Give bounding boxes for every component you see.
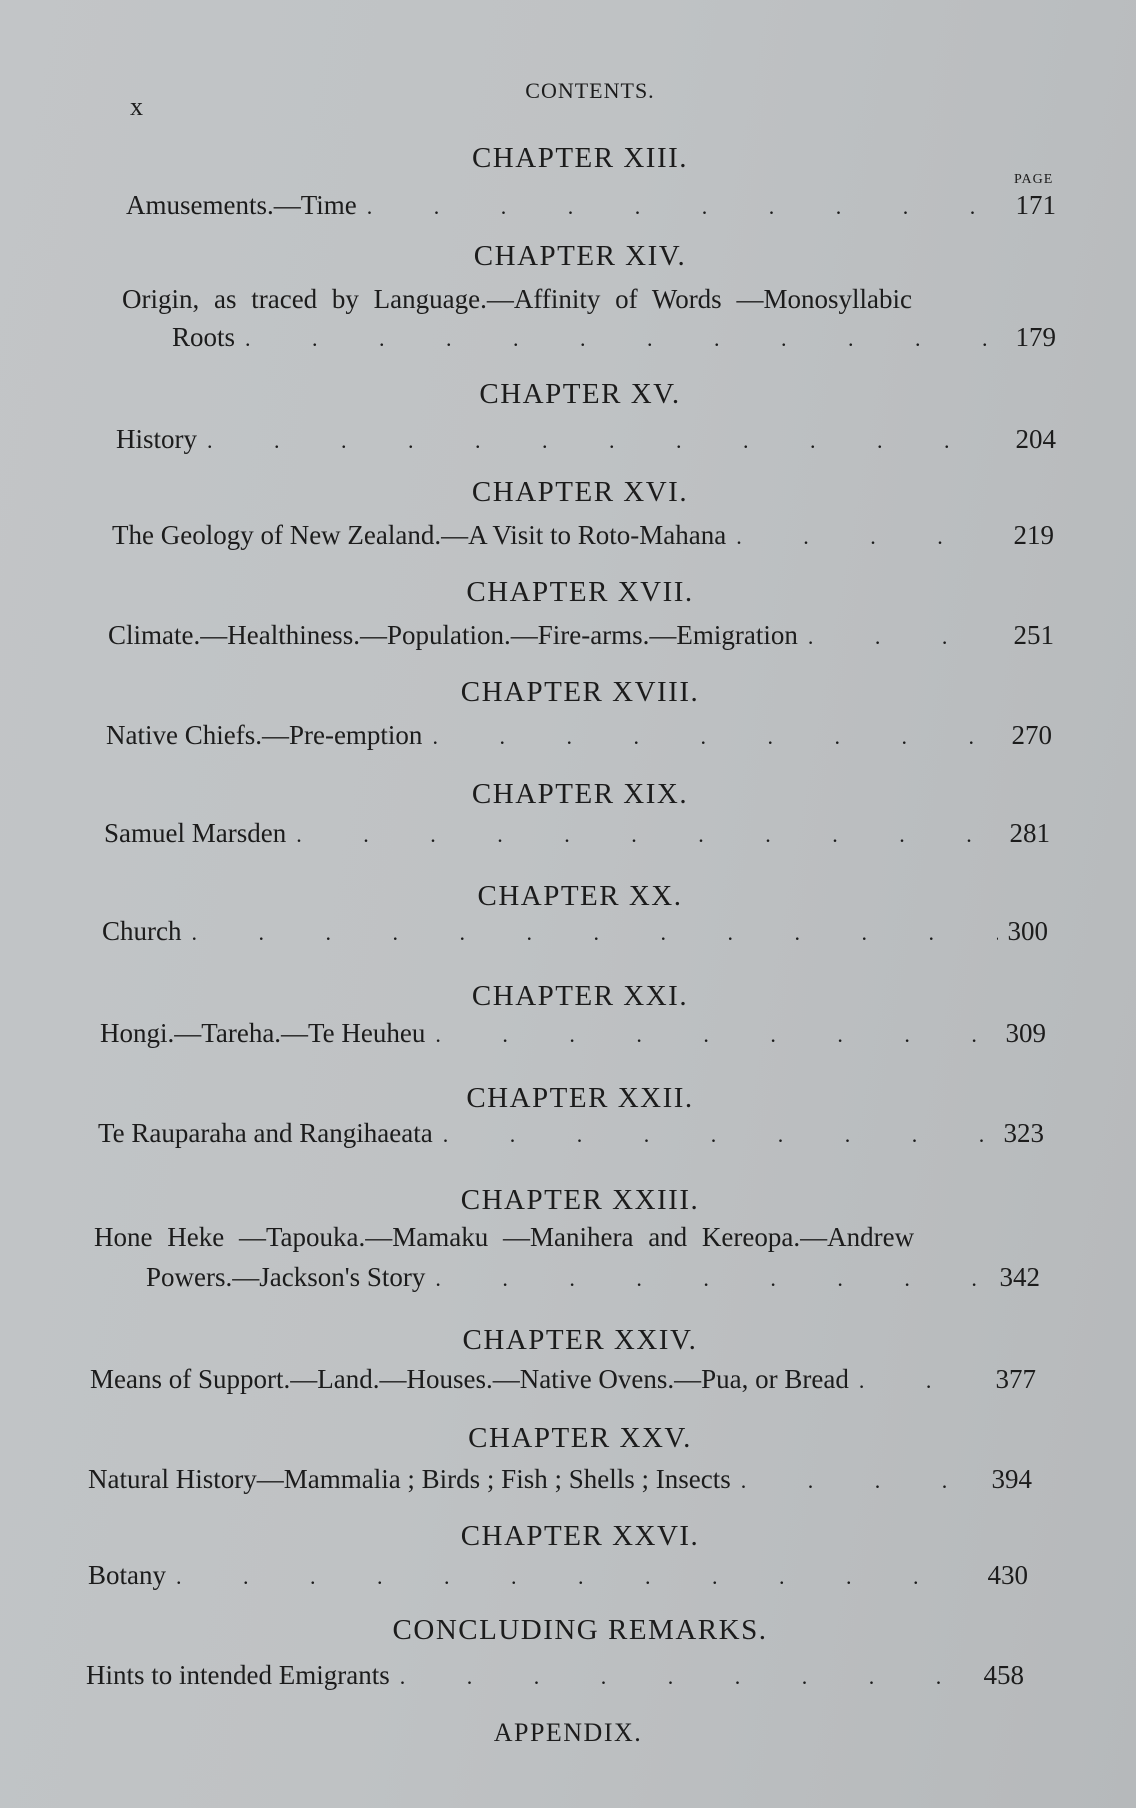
page-number: 342 [999, 1262, 1040, 1292]
page-number: 430 [987, 1560, 1028, 1590]
chapter-heading: CHAPTER XVI. [471, 476, 689, 508]
dot-leader [400, 1664, 974, 1690]
entry-title: Hints to intended Emigrants [86, 1660, 390, 1690]
entry-title: Botany [88, 1560, 166, 1590]
dot-leader [191, 920, 997, 946]
page-number: 251 [1013, 620, 1054, 650]
toc-entry[interactable] [98, 1118, 1044, 1149]
toc-entry[interactable] [86, 1660, 1024, 1691]
entry-title: Powers.—Jackson's Story [146, 1262, 426, 1292]
dot-leader [207, 428, 1006, 454]
entry-title: Natural History—Mammalia ; Birds ; Fish ; Shells ; Insects [88, 1464, 731, 1494]
entry-title: Samuel Marsden [104, 818, 287, 848]
dot-leader [176, 1564, 978, 1590]
dot-leader [296, 822, 999, 848]
dot-leader [808, 624, 1004, 650]
entry-title: Climate.—Healthiness.—Population.—Fire-arms.—Emigration [108, 620, 798, 650]
chapter-heading: CHAPTER XXV. [468, 1422, 692, 1454]
entry-title: Amusements.—Time [126, 190, 357, 220]
toc-entry[interactable] [112, 520, 1054, 551]
toc-entry[interactable] [100, 1018, 1046, 1049]
entry-title-line: Origin, as traced by Language.—Affinity of Words —Monosyllabic [122, 284, 912, 314]
page-number: 377 [995, 1364, 1036, 1394]
page-number: 204 [1015, 424, 1056, 454]
chapter-heading: CHAPTER XIX. [471, 778, 689, 810]
page-number: 300 [1007, 916, 1048, 946]
chapter-heading: CHAPTER XV. [479, 378, 681, 410]
entry-title-line: Hone Heke —Tapouka.—Mamaku —Manihera and Kereopa.—Andrew [94, 1222, 915, 1252]
page-number: 219 [1013, 520, 1054, 550]
page-number: 394 [991, 1464, 1032, 1494]
chapter-heading: CONCLUDING REMARKS. [392, 1614, 768, 1646]
entry-title: Hongi.—Tareha.—Te Heuheu [100, 1018, 426, 1048]
toc-entry[interactable] [88, 1464, 1032, 1495]
entry-title: The Geology of New Zealand.—A Visit to Roto-Mahana [112, 520, 727, 550]
toc-entry[interactable] [116, 424, 1056, 455]
chapter-heading: CHAPTER XXIII. [460, 1184, 700, 1216]
dot-leader [741, 1468, 982, 1494]
entry-title: History [116, 424, 197, 454]
dot-leader [736, 524, 1003, 550]
dot-leader [435, 1022, 995, 1048]
chapter-heading: CHAPTER XXII. [466, 1082, 694, 1114]
chapter-heading: CHAPTER XXIV. [462, 1324, 698, 1356]
entry-title: Te Rauparaha and Rangihaeata [98, 1118, 433, 1148]
dot-leader [367, 194, 1006, 220]
page-number: 323 [1003, 1118, 1044, 1148]
dot-leader [245, 326, 1005, 352]
entry-title: Native Chiefs.—Pre-emption [106, 720, 423, 750]
toc-entry[interactable] [172, 322, 1056, 353]
toc-entry[interactable] [104, 818, 1050, 849]
page-number: 458 [983, 1660, 1024, 1690]
chapter-heading: CHAPTER XXVI. [460, 1520, 700, 1552]
entry-title: Means of Support.—Land.—Houses.—Native Ovens.—Pua, or Bread [90, 1364, 849, 1394]
page-number: 281 [1009, 818, 1050, 848]
toc-entry[interactable] [90, 1364, 1036, 1395]
dot-leader [443, 1122, 994, 1148]
folio-number: x [130, 92, 143, 121]
toc-entry[interactable] [146, 1262, 1040, 1293]
dot-leader [435, 1266, 989, 1292]
toc-entry[interactable] [88, 1560, 1028, 1591]
chapter-heading: CHAPTER XVIII. [460, 676, 700, 708]
chapter-heading: CHAPTER XX. [477, 880, 683, 912]
entry-title: Roots [172, 322, 236, 352]
running-head: CONTENTS. [525, 78, 655, 103]
page-number: 179 [1015, 322, 1056, 352]
chapter-heading: CHAPTER XIV. [473, 240, 687, 272]
page-number: 309 [1005, 1018, 1046, 1048]
toc-entry[interactable] [108, 620, 1054, 651]
page-number: 270 [1011, 720, 1052, 750]
toc-entry[interactable] [106, 720, 1052, 751]
toc-entry[interactable] [102, 916, 1048, 947]
dot-leader [859, 1368, 986, 1394]
appendix-heading: APPENDIX. [493, 1718, 643, 1747]
page-column-label: PAGE [1014, 172, 1054, 187]
dot-leader [432, 724, 1001, 750]
chapter-heading: CHAPTER XIII. [471, 142, 689, 174]
chapter-heading: CHAPTER XVII. [466, 576, 694, 608]
chapter-heading: CHAPTER XXI. [471, 980, 689, 1012]
page-number: 171 [1015, 190, 1056, 220]
entry-title: Church [102, 916, 182, 946]
toc-entry[interactable] [126, 190, 1056, 221]
